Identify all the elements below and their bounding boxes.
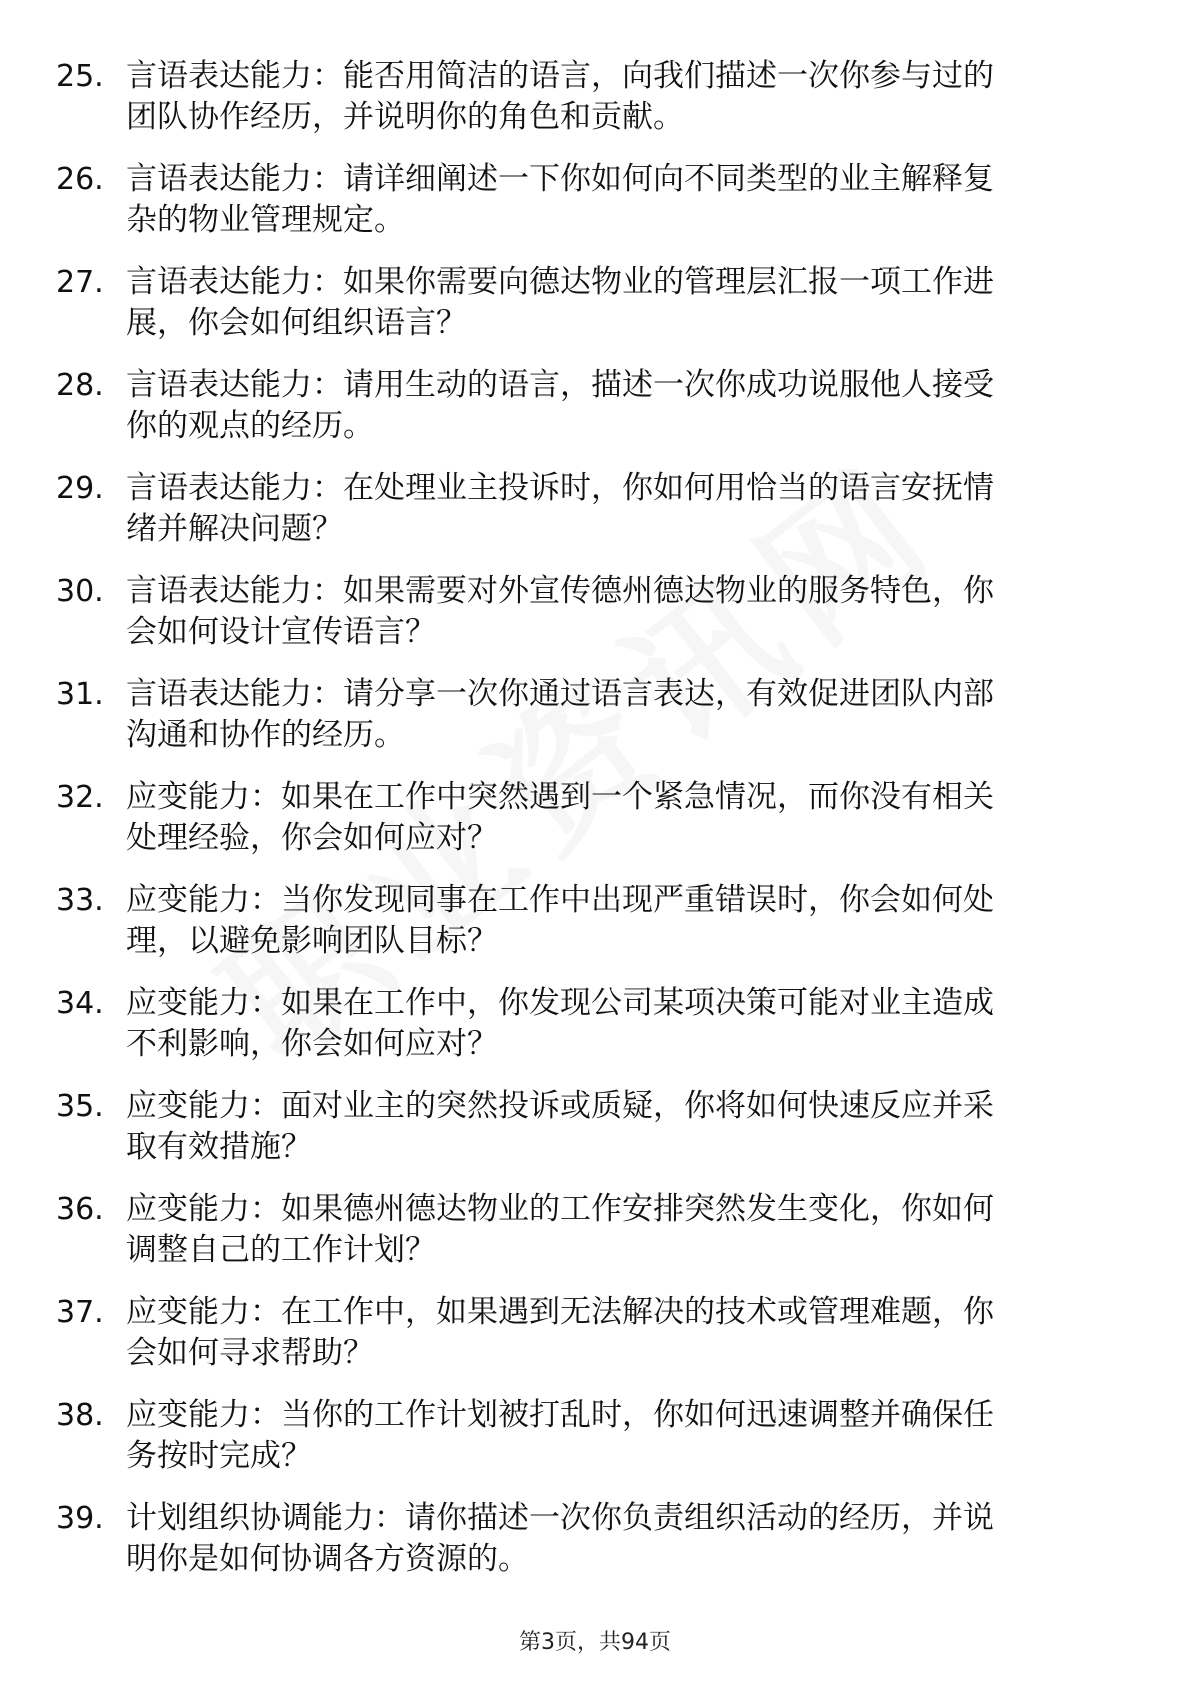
question-line-2: 调整自己的工作计划？ xyxy=(126,1232,436,1268)
question-line-2: 会如何设计宣传语言？ xyxy=(126,614,436,650)
page-number-label: 第3页，共94页 xyxy=(519,1630,671,1655)
question-number: 33. xyxy=(56,883,104,918)
question-line-1: 言语表达能力：能否用简洁的语言，向我们描述一次你参与过的 xyxy=(126,58,994,94)
question-text xyxy=(126,56,1126,138)
question-text xyxy=(126,159,1126,241)
question-line-2: 展，你会如何组织语言？ xyxy=(126,305,467,341)
question-line-1: 言语表达能力：如果你需要向德达物业的管理层汇报一项工作进 xyxy=(126,264,994,300)
question-number: 39. xyxy=(56,1501,104,1536)
question-text xyxy=(126,262,1126,344)
question-number: 26. xyxy=(56,162,104,197)
question-item xyxy=(0,1284,1190,1387)
question-text xyxy=(126,880,1126,962)
question-line-1: 应变能力：在工作中，如果遇到无法解决的技术或管理难题，你 xyxy=(126,1294,994,1330)
question-text xyxy=(126,777,1126,859)
question-item xyxy=(0,1387,1190,1490)
question-line-1: 言语表达能力：在处理业主投诉时，你如何用恰当的语言安抚情 xyxy=(126,470,994,506)
question-line-1: 言语表达能力：请分享一次你通过语言表达，有效促进团队内部 xyxy=(126,676,994,712)
question-line-1: 应变能力：如果在工作中，你发现公司某项决策可能对业主造成 xyxy=(126,985,994,1021)
question-line-2: 务按时完成？ xyxy=(126,1438,312,1474)
question-text xyxy=(126,674,1126,756)
question-line-1: 计划组织协调能力：请你描述一次你负责组织活动的经历，并说 xyxy=(126,1500,994,1536)
question-number: 27. xyxy=(56,265,104,300)
question-text xyxy=(126,1086,1126,1168)
question-line-1: 应变能力：如果德州德达物业的工作安排突然发生变化，你如何 xyxy=(126,1191,994,1227)
question-number: 32. xyxy=(56,780,104,815)
question-line-2: 不利影响，你会如何应对？ xyxy=(126,1026,498,1062)
question-number: 31. xyxy=(56,677,104,712)
question-line-2: 你的观点的经历。 xyxy=(126,408,374,444)
question-number: 38. xyxy=(56,1398,104,1433)
question-line-1: 应变能力：面对业主的突然投诉或质疑，你将如何快速反应并采 xyxy=(126,1088,994,1124)
page-footer xyxy=(0,1625,1190,1656)
question-line-2: 杂的物业管理规定。 xyxy=(126,202,405,238)
question-line-2: 理，以避免影响团队目标？ xyxy=(126,923,498,959)
question-text xyxy=(126,983,1126,1065)
question-item xyxy=(0,151,1190,254)
question-line-1: 言语表达能力：如果需要对外宣传德州德达物业的服务特色，你 xyxy=(126,573,994,609)
question-number: 29. xyxy=(56,471,104,506)
question-line-1: 应变能力：如果在工作中突然遇到一个紧急情况，而你没有相关 xyxy=(126,779,994,815)
question-line-2: 绪并解决问题？ xyxy=(126,511,343,547)
question-list xyxy=(0,48,1190,1593)
question-item xyxy=(0,1181,1190,1284)
question-text xyxy=(126,1498,1126,1580)
question-text xyxy=(126,1292,1126,1374)
question-line-1: 应变能力：当你发现同事在工作中出现严重错误时，你会如何处 xyxy=(126,882,994,918)
question-item xyxy=(0,563,1190,666)
question-number: 34. xyxy=(56,986,104,1021)
question-line-2: 沟通和协作的经历。 xyxy=(126,717,405,753)
question-number: 35. xyxy=(56,1089,104,1124)
question-number: 37. xyxy=(56,1295,104,1330)
question-item xyxy=(0,1078,1190,1181)
question-line-2: 处理经验，你会如何应对？ xyxy=(126,820,498,856)
question-line-1: 言语表达能力：请详细阐述一下你如何向不同类型的业主解释复 xyxy=(126,161,994,197)
question-number: 25. xyxy=(56,59,104,94)
question-item xyxy=(0,975,1190,1078)
question-text xyxy=(126,1189,1126,1271)
question-text xyxy=(126,571,1126,653)
question-line-1: 应变能力：当你的工作计划被打乱时，你如何迅速调整并确保任 xyxy=(126,1397,994,1433)
question-item xyxy=(0,357,1190,460)
question-line-2: 团队协作经历，并说明你的角色和贡献。 xyxy=(126,99,684,135)
question-text xyxy=(126,1395,1126,1477)
question-item xyxy=(0,1490,1190,1593)
question-item xyxy=(0,460,1190,563)
question-item xyxy=(0,48,1190,151)
question-line-1: 言语表达能力：请用生动的语言，描述一次你成功说服他人接受 xyxy=(126,367,994,403)
question-text xyxy=(126,365,1126,447)
question-item xyxy=(0,254,1190,357)
question-line-2: 取有效措施？ xyxy=(126,1129,312,1165)
question-number: 28. xyxy=(56,368,104,403)
question-text xyxy=(126,468,1126,550)
question-item xyxy=(0,666,1190,769)
question-number: 30. xyxy=(56,574,104,609)
question-item xyxy=(0,872,1190,975)
question-item xyxy=(0,769,1190,872)
question-line-2: 会如何寻求帮助？ xyxy=(126,1335,374,1371)
question-number: 36. xyxy=(56,1192,104,1227)
question-line-2: 明你是如何协调各方资源的。 xyxy=(126,1541,529,1577)
